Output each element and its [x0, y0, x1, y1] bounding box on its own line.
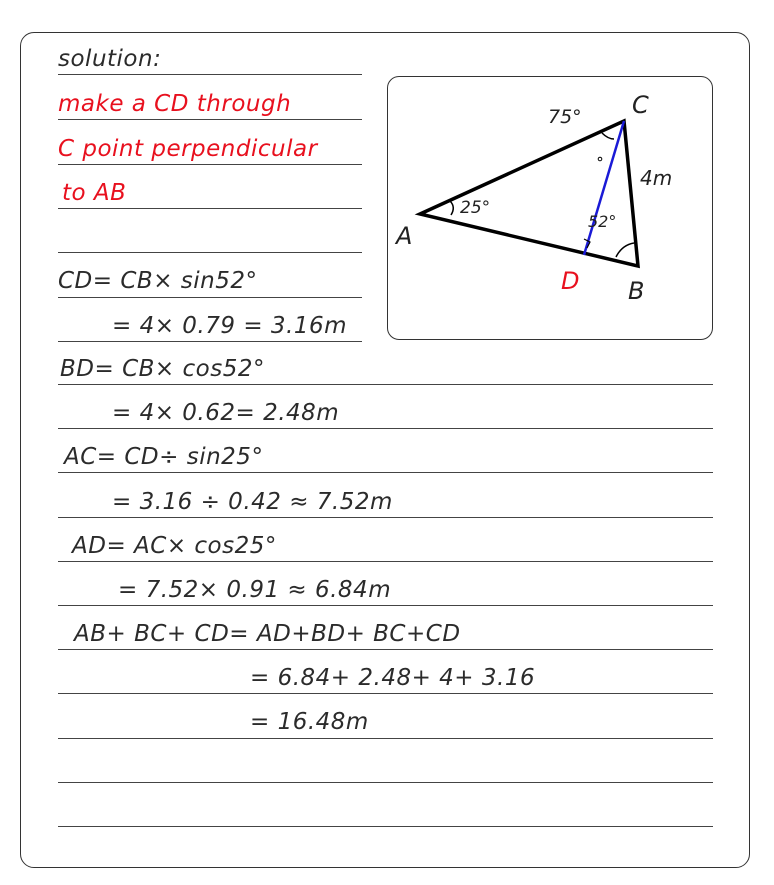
- construction-line-2: C point perpendicular: [58, 136, 318, 162]
- step-bd-value: = 4× 0.62= 2.48m: [112, 400, 340, 426]
- solution-heading: solution:: [58, 46, 162, 72]
- rule-line: [58, 517, 713, 518]
- side-cb-label: 4m: [640, 166, 673, 190]
- angle-mark-b: [616, 243, 634, 257]
- step-sum-formula: AB+ BC+ CD= AD+BD+ BC+CD: [74, 621, 461, 647]
- step-cd-formula: CD= CB× sin52°: [58, 268, 258, 294]
- construction-line-3: to AB: [62, 180, 127, 206]
- point-d-label: D: [561, 267, 580, 295]
- rule-line: [58, 297, 362, 298]
- triangle-figure: [387, 76, 713, 340]
- step-ac-value: = 3.16 ÷ 0.42 ≈ 7.52m: [112, 489, 393, 515]
- rule-line: [58, 693, 713, 694]
- vertex-b-label: B: [628, 277, 645, 305]
- rule-line: [58, 782, 713, 783]
- rule-line: [58, 119, 362, 120]
- rule-line: [58, 738, 713, 739]
- rule-line: [58, 649, 713, 650]
- rule-line: [58, 561, 713, 562]
- rule-line: [58, 74, 362, 75]
- rule-line: [58, 164, 362, 165]
- step-sum-result: = 16.48m: [250, 709, 369, 735]
- altitude-cd: [584, 121, 624, 255]
- rule-line: [58, 384, 713, 385]
- angle-a-label: 25°: [460, 198, 491, 218]
- step-cd-value: = 4× 0.79 = 3.16m: [112, 313, 348, 339]
- angle-mark-c: [602, 133, 614, 139]
- rule-line: [58, 341, 362, 342]
- angle-mark-a: [450, 201, 453, 215]
- step-bd-formula: BD= CB× cos52°: [60, 356, 265, 382]
- angle-c-label: 75°: [548, 106, 582, 128]
- step-ad-formula: AD= AC× cos25°: [72, 533, 277, 559]
- rule-line: [58, 826, 713, 827]
- rule-line: [58, 208, 362, 209]
- construction-line-1: make a CD through: [58, 91, 292, 117]
- vertex-a-label: A: [396, 222, 413, 250]
- step-sum-values: = 6.84+ 2.48+ 4+ 3.16: [250, 665, 536, 691]
- triangle-abc: [420, 121, 638, 266]
- step-ad-value: = 7.52× 0.91 ≈ 6.84m: [118, 577, 392, 603]
- rule-line: [58, 605, 713, 606]
- rule-line: [58, 252, 362, 253]
- small-degree-mark: [598, 157, 602, 161]
- rule-line: [58, 472, 713, 473]
- rule-line: [58, 428, 713, 429]
- vertex-c-label: C: [632, 91, 649, 119]
- step-ac-formula: AC= CD÷ sin25°: [64, 444, 264, 470]
- angle-b-label: 52°: [588, 212, 617, 231]
- triangle-diagram: [388, 77, 714, 341]
